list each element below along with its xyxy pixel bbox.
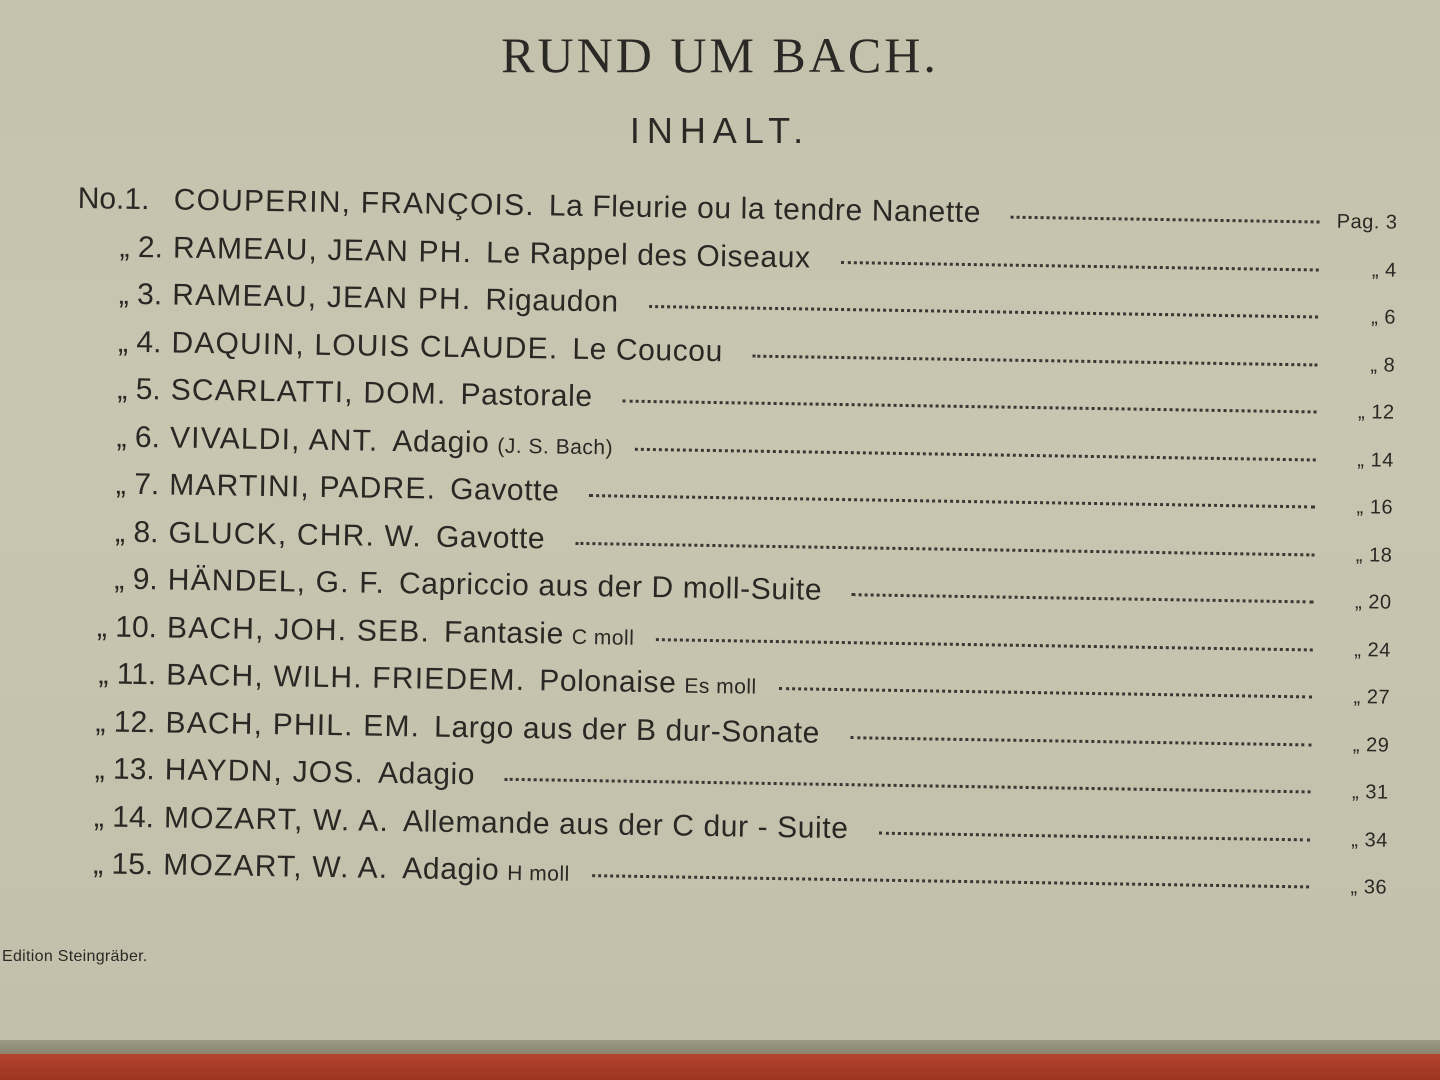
entry-page: „ 4 bbox=[1371, 258, 1397, 282]
entry-number: „ 12. bbox=[95, 704, 156, 739]
book-cover-edge bbox=[0, 1054, 1440, 1080]
entry-number: „ 3. bbox=[118, 277, 163, 312]
entry-composer: GLUCK, CHR. W. bbox=[168, 515, 423, 553]
dot-leader bbox=[656, 638, 1313, 651]
entry-piece: Rigaudon bbox=[485, 283, 619, 319]
entry-page: „ 31 bbox=[1351, 781, 1389, 804]
entry-composer: BACH, WILH. FRIEDEM. bbox=[166, 658, 526, 698]
entry-page: „ 18 bbox=[1355, 543, 1393, 567]
table-of-contents bbox=[67, 182, 1398, 915]
entry-number: „ 2. bbox=[119, 230, 164, 264]
entry-piece: Pastorale bbox=[460, 378, 593, 414]
dot-leader bbox=[635, 447, 1316, 461]
entry-number: „ 9. bbox=[114, 562, 159, 597]
entry-piece: Le Coucou bbox=[572, 332, 724, 368]
dot-leader bbox=[779, 687, 1312, 698]
entry-note: C moll bbox=[571, 625, 635, 650]
dot-leader bbox=[852, 593, 1314, 603]
entry-piece: Fantasie bbox=[443, 615, 565, 651]
entry-composer: RAMEAU, JEAN PH. bbox=[172, 231, 473, 269]
entry-piece: Gavotte bbox=[435, 520, 546, 555]
entry-page: „ 6 bbox=[1371, 306, 1397, 329]
dot-leader bbox=[575, 541, 1314, 556]
entry-page: „ 24 bbox=[1354, 638, 1391, 662]
entry-number: „ 4. bbox=[117, 325, 162, 359]
entry-page: „ 14 bbox=[1357, 448, 1394, 472]
entry-page: „ 29 bbox=[1352, 733, 1390, 757]
dot-leader bbox=[878, 831, 1309, 841]
entry-page: „ 8 bbox=[1370, 353, 1396, 377]
entry-note: H moll bbox=[507, 861, 570, 886]
dot-leader bbox=[753, 354, 1318, 366]
entry-piece: Largo aus der B dur-Sonate bbox=[433, 710, 821, 750]
entry-composer: MARTINI, PADRE. bbox=[168, 468, 437, 506]
entry-number: „ 15. bbox=[93, 847, 154, 882]
entry-page: „ 20 bbox=[1354, 591, 1392, 614]
dot-leader bbox=[623, 400, 1317, 414]
dot-leader bbox=[505, 778, 1311, 794]
entry-composer: BACH, JOH. SEB. bbox=[166, 610, 431, 649]
entry-composer: COUPERIN, FRANÇOIS. bbox=[173, 183, 536, 223]
entry-note: Es moll bbox=[684, 674, 757, 699]
entry-composer: VIVALDI, ANT. bbox=[169, 420, 379, 458]
page-edge bbox=[0, 1040, 1440, 1054]
entry-composer: MOZART, W. A. bbox=[163, 800, 390, 838]
entry-page: „ 34 bbox=[1351, 828, 1388, 852]
entry-composer: MOZART, W. A. bbox=[163, 848, 389, 885]
entry-note: (J. S. Bach) bbox=[497, 434, 614, 459]
entry-page: „ 12 bbox=[1357, 401, 1395, 424]
entry-page: „ 16 bbox=[1356, 496, 1394, 519]
entry-composer: HAYDN, JOS. bbox=[164, 753, 365, 790]
entry-composer: HÄNDEL, G. F. bbox=[167, 563, 386, 600]
entry-piece: Le Rappel des Oiseaux bbox=[485, 235, 811, 275]
entry-number: „ 7. bbox=[115, 467, 160, 502]
entry-number: „ 8. bbox=[114, 515, 159, 549]
entry-piece: Polonaise bbox=[538, 664, 677, 700]
dot-leader bbox=[649, 305, 1318, 319]
entry-page: „ 36 bbox=[1350, 876, 1388, 899]
page-title: RUND UM BACH. bbox=[501, 27, 939, 83]
entry-number: „ 14. bbox=[93, 799, 155, 834]
entry-page: Pag. 3 bbox=[1336, 210, 1398, 234]
entry-number: „ 5. bbox=[117, 372, 162, 407]
entry-piece: Capriccio aus der D moll-Suite bbox=[398, 567, 823, 607]
entry-piece: La Fleurie ou la tendre Nanette bbox=[548, 189, 982, 230]
entry-composer: BACH, PHIL. EM. bbox=[165, 705, 421, 743]
entry-composer: DAQUIN, LOUIS CLAUDE. bbox=[171, 325, 559, 366]
dot-leader bbox=[841, 260, 1319, 271]
entry-composer: RAMEAU, JEAN PH. bbox=[171, 278, 472, 317]
entry-piece: Allemande aus der C dur - Suite bbox=[402, 804, 849, 845]
contents-heading: INHALT. bbox=[629, 110, 811, 151]
publisher-imprint: Edition Steingräber. bbox=[2, 948, 148, 965]
entry-number: „ 11. bbox=[98, 657, 157, 692]
dot-leader bbox=[1011, 216, 1320, 224]
dot-leader bbox=[850, 736, 1311, 746]
entry-number: „ 6. bbox=[116, 420, 161, 454]
entry-number: „ 13. bbox=[94, 752, 156, 787]
entry-piece: Gavotte bbox=[449, 472, 560, 508]
entry-piece: Adagio bbox=[402, 852, 500, 887]
entry-number: „ 10. bbox=[96, 609, 158, 644]
entry-composer: SCARLATTI, DOM. bbox=[170, 373, 447, 411]
entry-piece: Adagio bbox=[377, 756, 476, 792]
entry-page: „ 27 bbox=[1353, 686, 1391, 709]
dot-leader bbox=[592, 874, 1309, 888]
entry-piece: Adagio bbox=[392, 424, 490, 459]
entry-number: No.1. bbox=[77, 182, 150, 217]
dot-leader bbox=[589, 494, 1315, 508]
